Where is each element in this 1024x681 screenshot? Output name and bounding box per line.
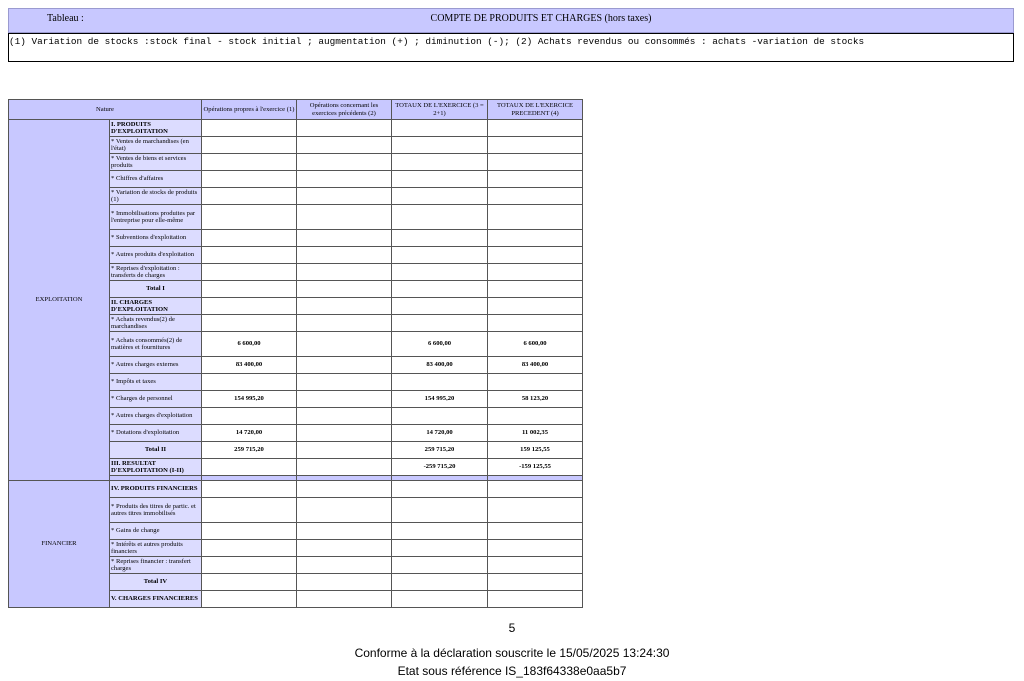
col-header-nature: Nature bbox=[9, 100, 202, 120]
value-cell-c1 bbox=[202, 591, 297, 608]
footnote-text: (1) Variation de stocks :stock final - stock initial ; augmentation (+) ; diminution (-); (2) Achats revendus ou consommés : achats -variation de stocks bbox=[9, 36, 865, 47]
value-cell-c4 bbox=[488, 188, 583, 205]
table-row bbox=[9, 120, 583, 137]
row-label: * Produits des titres de partic. et autres titres immobilisés bbox=[110, 498, 202, 523]
row-label: IV. PRODUITS FINANCIERS bbox=[110, 481, 202, 498]
section-label-financier: FINANCIER bbox=[9, 481, 110, 608]
row-label: * Gains de change bbox=[110, 523, 202, 540]
value-cell-c4 bbox=[488, 264, 583, 281]
value-cell-c1 bbox=[202, 523, 297, 540]
row-label: * Subventions d'exploitation bbox=[110, 230, 202, 247]
col-header-ops-precedents: Opérations concernant les exercices précédents (2) bbox=[297, 100, 392, 120]
row-label: * Chiffres d'affaires bbox=[110, 171, 202, 188]
row-label: * Intérêts et autres produits financiers bbox=[110, 540, 202, 557]
value-cell-c2 bbox=[297, 264, 392, 281]
value-cell-c2 bbox=[297, 374, 392, 391]
value-cell-c1 bbox=[202, 230, 297, 247]
value-cell-c3 bbox=[392, 230, 488, 247]
value-cell-c1 bbox=[202, 171, 297, 188]
row-label: Total I bbox=[110, 281, 202, 298]
row-label: I. PRODUITS D'EXPLOITATION bbox=[110, 120, 202, 137]
value-cell-c4 bbox=[488, 540, 583, 557]
value-cell-c2 bbox=[297, 247, 392, 264]
table-header-bar bbox=[8, 8, 1014, 33]
value-cell-c2 bbox=[297, 137, 392, 154]
document-title: COMPTE DE PRODUITS ET CHARGES (hors taxes) bbox=[430, 13, 652, 24]
value-cell-c4 bbox=[488, 481, 583, 498]
value-cell-c3 bbox=[392, 557, 488, 574]
value-cell-c2 bbox=[297, 481, 392, 498]
value-cell-c1: 154 995,20 bbox=[202, 391, 297, 408]
row-label: * Achats revendus(2) de marchandises bbox=[110, 315, 202, 332]
value-cell-c4 bbox=[488, 298, 583, 315]
value-cell-c2 bbox=[297, 540, 392, 557]
value-cell-c4 bbox=[488, 205, 583, 230]
value-cell-c1 bbox=[202, 498, 297, 523]
value-cell-c1 bbox=[202, 459, 297, 476]
row-label: * Charges de personnel bbox=[110, 391, 202, 408]
value-cell-c3: 154 995,20 bbox=[392, 391, 488, 408]
value-cell-c2 bbox=[297, 391, 392, 408]
value-cell-c3 bbox=[392, 574, 488, 591]
value-cell-c2 bbox=[297, 357, 392, 374]
value-cell-c2 bbox=[297, 188, 392, 205]
value-cell-c1 bbox=[202, 408, 297, 425]
row-label: V. CHARGES FINANCIERES bbox=[110, 591, 202, 608]
value-cell-c3 bbox=[392, 247, 488, 264]
value-cell-c3 bbox=[392, 281, 488, 298]
row-label: * Ventes de marchandises (en l'état) bbox=[110, 137, 202, 154]
value-cell-c4: 58 123,20 bbox=[488, 391, 583, 408]
value-cell-c2 bbox=[297, 523, 392, 540]
row-label: * Autres charges d'exploitation bbox=[110, 408, 202, 425]
value-cell-c4 bbox=[488, 315, 583, 332]
value-cell-c4: 6 600,00 bbox=[488, 332, 583, 357]
col-header-totaux-exercice: TOTAUX DE L'EXERCICE (3 = 2+1) bbox=[392, 100, 488, 120]
value-cell-c2 bbox=[297, 315, 392, 332]
row-label: * Reprises d'exploitation : transferts de charges bbox=[110, 264, 202, 281]
conformity-statement: Conforme à la déclaration souscrite le 15/05/2025 13:24:30 bbox=[354, 646, 670, 660]
value-cell-c3 bbox=[392, 188, 488, 205]
reference-statement: Etat sous référence IS_183f64338e0aa5b7 bbox=[397, 664, 627, 678]
value-cell-c1 bbox=[202, 205, 297, 230]
value-cell-c3 bbox=[392, 523, 488, 540]
value-cell-c1 bbox=[202, 540, 297, 557]
value-cell-c1: 259 715,20 bbox=[202, 442, 297, 459]
value-cell-c4 bbox=[488, 247, 583, 264]
value-cell-c2 bbox=[297, 120, 392, 137]
value-cell-c4: -159 125,55 bbox=[488, 459, 583, 476]
value-cell-c4 bbox=[488, 591, 583, 608]
value-cell-c1 bbox=[202, 188, 297, 205]
value-cell-c3: -259 715,20 bbox=[392, 459, 488, 476]
value-cell-c3 bbox=[392, 154, 488, 171]
value-cell-c2 bbox=[297, 425, 392, 442]
value-cell-c3 bbox=[392, 205, 488, 230]
value-cell-c2 bbox=[297, 298, 392, 315]
row-label: * Immobilisations produites par l'entreprise pour elle-même bbox=[110, 205, 202, 230]
value-cell-c1 bbox=[202, 264, 297, 281]
value-cell-c2 bbox=[297, 442, 392, 459]
value-cell-c4 bbox=[488, 171, 583, 188]
value-cell-c4 bbox=[488, 574, 583, 591]
row-label: * Autres charges externes bbox=[110, 357, 202, 374]
value-cell-c4 bbox=[488, 281, 583, 298]
row-label: * Achats consommés(2) de matières et fournitures bbox=[110, 332, 202, 357]
value-cell-c2 bbox=[297, 591, 392, 608]
row-label: Total II bbox=[110, 442, 202, 459]
row-label: * Autres produits d'exploitation bbox=[110, 247, 202, 264]
value-cell-c3 bbox=[392, 298, 488, 315]
value-cell-c2 bbox=[297, 154, 392, 171]
value-cell-c2 bbox=[297, 205, 392, 230]
value-cell-c3 bbox=[392, 591, 488, 608]
value-cell-c4 bbox=[488, 498, 583, 523]
row-label: * Ventes de biens et services produits bbox=[110, 154, 202, 171]
value-cell-c1 bbox=[202, 574, 297, 591]
value-cell-c3: 14 720,00 bbox=[392, 425, 488, 442]
section-label-exploitation: EXPLOITATION bbox=[9, 120, 110, 481]
value-cell-c3 bbox=[392, 481, 488, 498]
value-cell-c3 bbox=[392, 374, 488, 391]
value-cell-c1 bbox=[202, 374, 297, 391]
value-cell-c3 bbox=[392, 408, 488, 425]
col-header-ops-exercice: Opérations propres à l'exercice (1) bbox=[202, 100, 297, 120]
row-label: II. CHARGES D'EXPLOITATION bbox=[110, 298, 202, 315]
value-cell-c1 bbox=[202, 298, 297, 315]
value-cell-c1 bbox=[202, 481, 297, 498]
value-cell-c1 bbox=[202, 154, 297, 171]
value-cell-c2 bbox=[297, 230, 392, 247]
col-header-totaux-precedent: TOTAUX DE L'EXERCICE PRECEDENT (4) bbox=[488, 100, 583, 120]
value-cell-c1 bbox=[202, 315, 297, 332]
value-cell-c2 bbox=[297, 557, 392, 574]
value-cell-c1 bbox=[202, 281, 297, 298]
value-cell-c2 bbox=[297, 332, 392, 357]
value-cell-c1 bbox=[202, 247, 297, 264]
value-cell-c4 bbox=[488, 230, 583, 247]
value-cell-c4: 11 002,35 bbox=[488, 425, 583, 442]
value-cell-c1 bbox=[202, 137, 297, 154]
value-cell-c3 bbox=[392, 498, 488, 523]
value-cell-c3 bbox=[392, 540, 488, 557]
row-label: * Reprises financier : transfert charges bbox=[110, 557, 202, 574]
value-cell-c4 bbox=[488, 120, 583, 137]
value-cell-c4: 83 400,00 bbox=[488, 357, 583, 374]
value-cell-c1 bbox=[202, 557, 297, 574]
value-cell-c2 bbox=[297, 574, 392, 591]
row-label: Total IV bbox=[110, 574, 202, 591]
value-cell-c3: 259 715,20 bbox=[392, 442, 488, 459]
value-cell-c2 bbox=[297, 281, 392, 298]
value-cell-c2 bbox=[297, 171, 392, 188]
value-cell-c2 bbox=[297, 459, 392, 476]
tableau-label: Tableau : bbox=[47, 13, 84, 24]
footnote-box bbox=[8, 33, 1014, 62]
value-cell-c3 bbox=[392, 315, 488, 332]
row-label: * Variation de stocks de produits (1) bbox=[110, 188, 202, 205]
value-cell-c4 bbox=[488, 374, 583, 391]
table-row bbox=[9, 481, 583, 498]
value-cell-c4 bbox=[488, 154, 583, 171]
value-cell-c3: 83 400,00 bbox=[392, 357, 488, 374]
value-cell-c2 bbox=[297, 498, 392, 523]
value-cell-c1: 6 600,00 bbox=[202, 332, 297, 357]
value-cell-c3 bbox=[392, 171, 488, 188]
value-cell-c1: 14 720,00 bbox=[202, 425, 297, 442]
value-cell-c4 bbox=[488, 557, 583, 574]
row-label: * Impôts et taxes bbox=[110, 374, 202, 391]
value-cell-c3 bbox=[392, 137, 488, 154]
value-cell-c4 bbox=[488, 523, 583, 540]
value-cell-c1 bbox=[202, 120, 297, 137]
row-label: * Dotations d'exploitation bbox=[110, 425, 202, 442]
value-cell-c1: 83 400,00 bbox=[202, 357, 297, 374]
value-cell-c3 bbox=[392, 120, 488, 137]
value-cell-c4: 159 125,55 bbox=[488, 442, 583, 459]
table-header-row bbox=[9, 100, 583, 120]
value-cell-c3: 6 600,00 bbox=[392, 332, 488, 357]
value-cell-c4 bbox=[488, 137, 583, 154]
products-charges-table bbox=[8, 99, 583, 608]
page-number: 5 bbox=[508, 621, 516, 635]
value-cell-c3 bbox=[392, 264, 488, 281]
value-cell-c4 bbox=[488, 408, 583, 425]
row-label: III. RESULTAT D'EXPLOITATION (I-II) bbox=[110, 459, 202, 476]
value-cell-c2 bbox=[297, 408, 392, 425]
